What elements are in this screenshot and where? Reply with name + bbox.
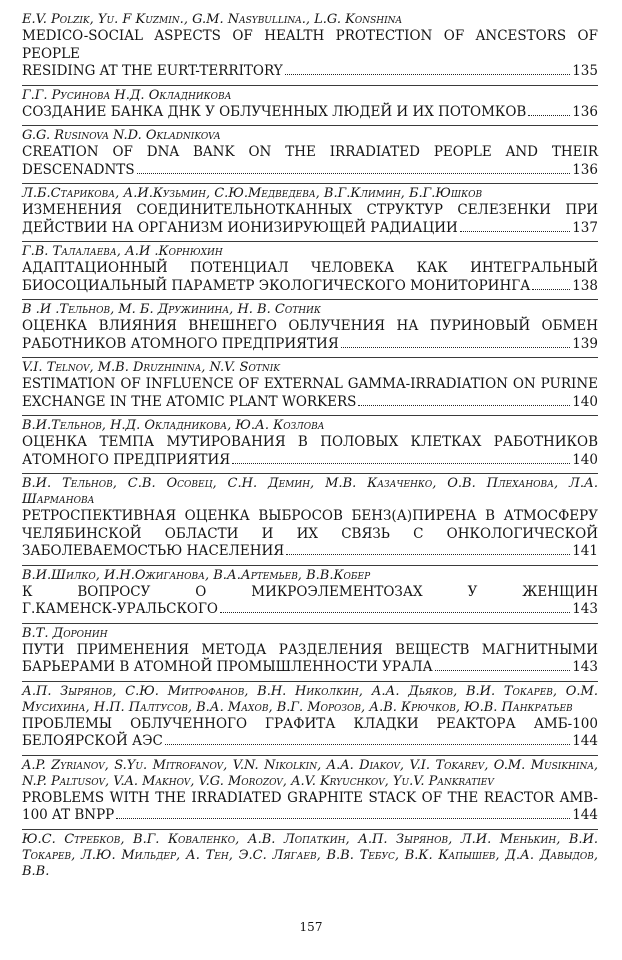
dot-leader: [285, 74, 571, 75]
entry-title-line: DESCENADNTS: [22, 161, 135, 178]
entry-authors: A.P. Zyrianov, S.Yu. Mitrofanov, V.N. Nikolkin, A.A. Diakov, V.I. Tokarev, O.M. Musikhina, N.P. Paltusov, V.A. Makhov, V.G. Morozov, A.V. Kryuchkov, Yu.V. Pankratiev: [22, 757, 598, 789]
contents-list: [22, 12, 598, 884]
dot-leader: [220, 612, 570, 613]
toc-entry: [22, 474, 598, 566]
entry-title-last-line: [22, 63, 598, 81]
entry-title-line: БИОСОЦИАЛЬНЫЙ ПАРАМЕТР ЭКОЛОГИЧЕСКОГО МОНИТОРИНГА: [22, 277, 531, 294]
entry-title-line: ДЕЙСТВИИ НА ОРГАНИЗМ ИОНИЗИРУЮЩЕЙ РАДИАЦИИ: [22, 219, 458, 236]
entry-authors: Л.Б.Старикова, А.И.Кузьмин, С.Ю.Медведева, В.Г.Климин, Б.Г.Юшков: [22, 186, 483, 201]
entry-title-line: СОЗДАНИЕ БАНКА ДНК У ОБЛУЧЕННЫХ ЛЮДЕЙ И ИХ ПОТОМКОВ: [22, 103, 527, 120]
dot-leader: [460, 231, 570, 232]
entry-title-line: RESIDING AT THE EURT-TERRITORY: [22, 63, 283, 79]
dot-leader: [435, 670, 570, 671]
entry-authors: А.П. Зырянов, С.Ю. Митрофанов, В.Н. Николкин, А.А. Дьяков, В.И. Токарев, О.М. Мусихина, Н.П. Палтусов, В.А. Махов, В.Г. Морозов, А.В. Крючков, Ю.В. Панкратьев: [22, 683, 598, 715]
entry-title: [22, 584, 598, 619]
entry-title: [22, 104, 598, 122]
entry-title: [22, 642, 598, 677]
entry-title-last-line: [22, 278, 598, 296]
dot-leader: [528, 115, 570, 116]
entry-authors: V.I. Telnov, M.B. Druzhinina, N.V. Sotnik: [22, 360, 280, 375]
entry-page-number: 144: [572, 807, 598, 823]
entry-title-line: PROBLEMS WITH THE IRRADIATED GRAPHITE STACK OF THE REACTOR AMB-: [22, 789, 598, 806]
dot-leader: [358, 405, 570, 406]
entry-title-last-line: [22, 336, 598, 354]
entry-title-last-line: [22, 104, 598, 122]
entry-title: [22, 260, 598, 295]
toc-entry: [22, 12, 598, 86]
toc-entry: [22, 566, 598, 624]
page-number: 157: [299, 920, 323, 934]
toc-entry: [22, 242, 598, 300]
entry-authors: В.И.Шилко, И.Н.Ожиганова, В.А.Артемьев, В.В.Кобер: [22, 567, 371, 583]
entry-page-number: 140: [572, 451, 598, 468]
toc-entry: [22, 830, 598, 884]
dot-leader: [165, 744, 570, 745]
entry-title: [22, 434, 598, 469]
toc-entry: [22, 86, 598, 127]
entry-title-line: ESTIMATION OF INFLUENCE OF EXTERNAL GAMMA-IRRADIATION ON PURINE: [22, 376, 598, 392]
entry-authors: G.G. Rusinova N.D. Okladnikova: [22, 128, 221, 143]
dot-leader: [532, 289, 570, 290]
entry-title: [22, 202, 598, 237]
entry-page-number: 143: [572, 601, 598, 617]
dot-leader: [116, 818, 570, 819]
entry-title-line: CREATION OF DNA BANK ON THE IRRADIATED PEOPLE AND THEIR: [22, 144, 598, 160]
entry-title-line: РАБОТНИКОВ АТОМНОГО ПРЕДПРИЯТИЯ: [22, 335, 339, 352]
entry-authors: E.V. Polzik, Yu. F Kuzmin., G.M. Nasybullina., L.G. Konshina: [22, 12, 403, 27]
dot-leader: [286, 554, 570, 555]
entry-title-line: MEDICO-SOCIAL ASPECTS OF HEALTH PROTECTION OF ANCESTORS OF PEOPLE: [22, 28, 598, 62]
entry-title-last-line: [22, 807, 598, 825]
entry-title-line: ИЗМЕНЕНИЯ СОЕДИНИТЕЛЬНОТКАННЫХ СТРУКТУР СЕЛЕЗЕНКИ ПРИ: [22, 202, 598, 218]
dot-leader: [137, 173, 571, 174]
entry-title-last-line: [22, 733, 598, 751]
entry-title-line: EXCHANGE IN THE ATOMIC PLANT WORKERS: [22, 393, 357, 410]
entry-title-line: БЕЛОЯРСКОЙ АЭС: [22, 733, 163, 749]
dot-leader: [232, 463, 570, 464]
entry-title: [22, 716, 598, 751]
entry-authors: Г.В. Талалаева, А.И .Корнюхин: [22, 244, 223, 259]
entry-title: [22, 376, 598, 411]
toc-entry: [22, 682, 598, 756]
entry-title-line: К ВОПРОСУ О МИКРОЭЛЕМЕНТОЗАХ У ЖЕНЩИН: [22, 583, 598, 600]
toc-entry: [22, 624, 598, 682]
entry-authors: Ю.С. Стребков, В.Г. Коваленко, А.В. Лопаткин, А.П. Зырянов, Л.И. Менькин, В.И. Токарев, Л.Ю. Мильдер, А. Тен, Э.С. Лягаев, В.В. Тебус, В.К. Капышев, Д.А. Давыдов, В.В.: [22, 831, 598, 879]
toc-entry: [22, 416, 598, 474]
entry-title-line: ОЦЕНКА ТЕМПА МУТИРОВАНИЯ В ПОЛОВЫХ КЛЕТКАХ РАБОТНИКОВ: [22, 434, 598, 450]
entry-title-line: ПРОБЛЕМЫ ОБЛУЧЕННОГО ГРАФИТА КЛАДКИ РЕАКТОРА АМБ-100: [22, 715, 598, 732]
entry-title: [22, 28, 598, 81]
entry-title-last-line: [22, 394, 598, 412]
entry-title-line: ОЦЕНКА ВЛИЯНИЯ ВНЕШНЕГО ОБЛУЧЕНИЯ НА ПУРИНОВЫЙ ОБМЕН: [22, 318, 598, 334]
entry-title-last-line: [22, 659, 598, 677]
toc-entry: [22, 358, 598, 416]
entry-title-last-line: [22, 162, 598, 180]
dot-leader: [341, 347, 570, 348]
entry-title-line: АДАПТАЦИОННЫЙ ПОТЕНЦИАЛ ЧЕЛОВЕКА КАК ИНТЕГРАЛЬНЫЙ: [22, 260, 598, 276]
entry-page-number: 135: [572, 63, 598, 79]
entry-title: [22, 508, 598, 561]
entry-authors: В.И. Тельнов, С.В. Осовец, С.Н. Демин, М.В. Казаченко, О.В. Плеханова, Л.А. Шарманова: [22, 476, 598, 507]
toc-entry: [22, 184, 598, 242]
entry-authors: Г.Г. Русинова Н.Д. Окладникова: [22, 87, 232, 103]
entry-title: [22, 318, 598, 353]
entry-title-line: 100 AT BNPP: [22, 807, 115, 823]
entry-title-line: ПУТИ ПРИМЕНЕНИЯ МЕТОДА РАЗДЕЛЕНИЯ ВЕЩЕСТВ МАГНИТНЫМИ: [22, 641, 598, 658]
entry-page-number: 136: [572, 161, 598, 178]
entry-page-number: 141: [572, 543, 598, 559]
entry-title: [22, 790, 598, 825]
entry-page-number: 140: [572, 393, 598, 410]
entry-page-number: 143: [572, 659, 598, 675]
entry-title-last-line: [22, 601, 598, 619]
entry-title-last-line: [22, 452, 598, 470]
toc-entry: [22, 756, 598, 830]
entry-page-number: 139: [572, 335, 598, 352]
entry-page-number: 137: [572, 219, 598, 236]
entry-page-number: 144: [572, 733, 598, 749]
entry-title-last-line: [22, 220, 598, 238]
entry-title: [22, 144, 598, 179]
entry-authors: В.И.Тельнов, Н.Д. Окладникова, Ю.А. Козлова: [22, 418, 325, 433]
toc-entry: [22, 300, 598, 358]
entry-title-line: РЕТРОСПЕКТИВНАЯ ОЦЕНКА ВЫБРОСОВ БЕНЗ(А)ПИРЕНА В АТМОСФЕРУ: [22, 508, 598, 524]
entry-title-line: АТОМНОГО ПРЕДПРИЯТИЯ: [22, 451, 231, 468]
entry-page-number: 136: [572, 103, 598, 120]
entry-title-line: ЗАБОЛЕВАЕМОСТЬЮ НАСЕЛЕНИЯ: [22, 543, 285, 559]
entry-title-line: БАРЬЕРАМИ В АТОМНОЙ ПРОМЫШЛЕННОСТИ УРАЛА: [22, 659, 433, 675]
entry-title-last-line: [22, 543, 598, 561]
entry-title-line: ЧЕЛЯБИНСКОЙ ОБЛАСТИ И ИХ СВЯЗЬ С ОНКОЛОГИЧЕСКОЙ: [22, 525, 598, 542]
entry-authors: В.Т. Доронин: [22, 625, 108, 641]
entry-title-line: Г.КАМЕНСК-УРАЛЬСКОГО: [22, 601, 218, 617]
entry-authors: В .И .Тельнов, М. Б. Дружинина, Н. В. Сотник: [22, 302, 321, 317]
toc-entry: [22, 126, 598, 184]
entry-page-number: 138: [572, 277, 598, 294]
